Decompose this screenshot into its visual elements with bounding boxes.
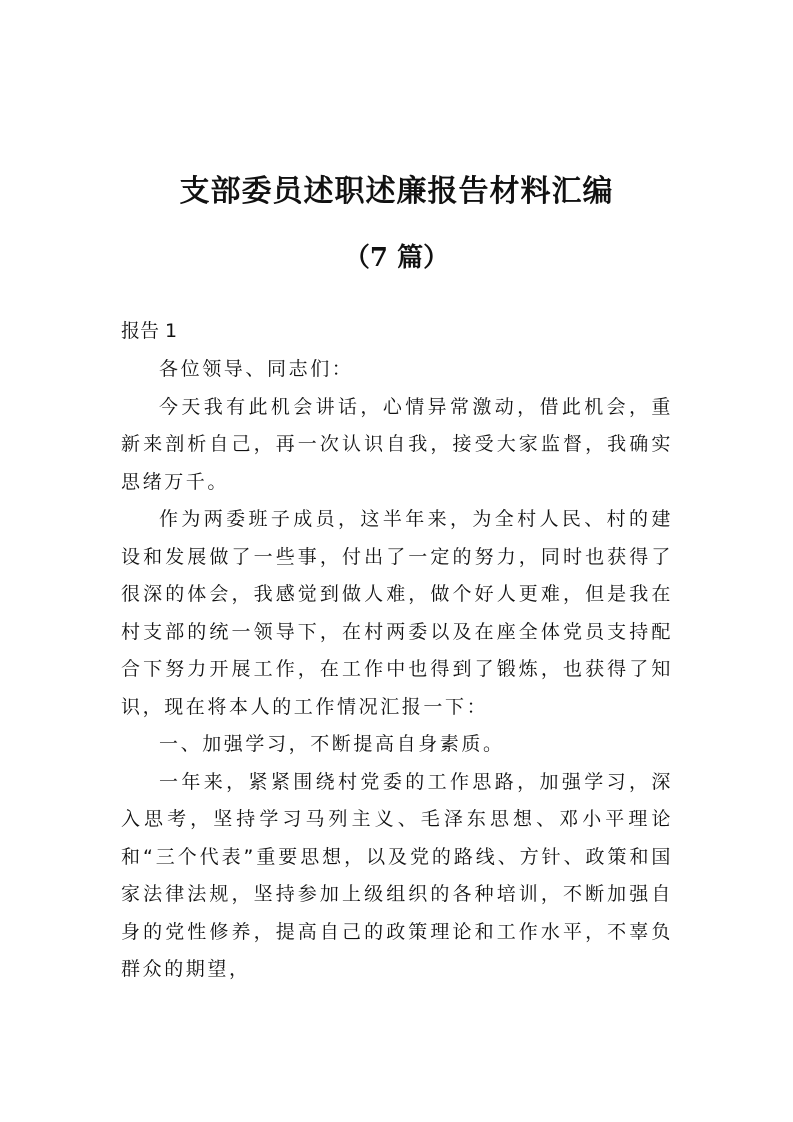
salutation-paragraph: 各位领导、同志们： — [159, 358, 354, 380]
body-paragraph: 一年来，紧紧围绕村党委的工作思路，加强学习，深入思考，坚持学习马列主义、毛泽东思想、邓小平理论和“三个代表”重要思想，以及党的路线、方针、政策和国家法律法规，坚持参加上级组织的各种培训，不断加强自身的党性修养，提高自己的政策理论和工作水平，不辜负群众的期望， — [121, 770, 673, 980]
body-paragraph: 今天我有此机会讲话，心情异常激动，借此机会，重新来剖析自己，再一次认识自我，接受大家监督，我确实思绪万千。 — [121, 395, 673, 493]
document-title: 支部委员述职述廉报告材料汇编 — [179, 174, 614, 209]
section-heading: 一、加强学习，不断提高自身素质。 — [159, 733, 505, 755]
report-label: 报告 1 — [121, 320, 178, 342]
document-body — [121, 351, 673, 989]
body-paragraph: 作为两委班子成员，这半年来，为全村人民、村的建设和发展做了一些事，付出了一定的努力，同时也获得了很深的体会，我感觉到做人难，做个好人更难，但是我在村支部的统一领导下，在村两委以及在座全体党员支持配合下努力开展工作，在工作中也得到了锻炼，也获得了知识，现在将本人的工作情况汇报一下： — [121, 508, 673, 718]
document-subtitle: （7 篇） — [343, 243, 450, 273]
